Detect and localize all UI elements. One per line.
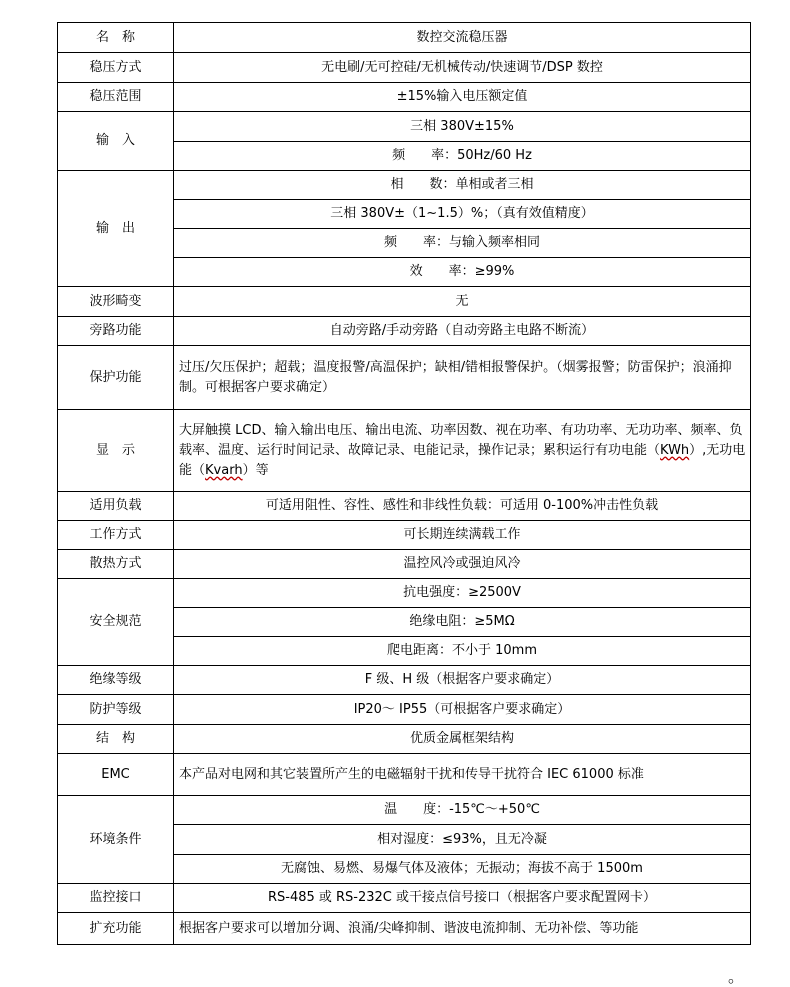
label-waveform-distortion: 波形畸变 [58,287,174,317]
label-regulation-method: 稳压方式 [58,53,174,83]
value-applicable-load: 可适用阻性、容性、感性和非线性负载：可适用 0-100%冲击性负载 [174,492,751,521]
value-output-phases: 相 数：单相或者三相 [174,171,751,200]
value-working-mode: 可长期连续满载工作 [174,521,751,550]
table-row [58,754,751,796]
label-protection-class: 防护等级 [58,695,174,725]
label-environment: 环境条件 [58,796,174,884]
table-row [58,666,751,695]
table-row [58,83,751,112]
label-structure: 结 构 [58,725,174,754]
label-emc: EMC [58,754,174,796]
table-row [58,23,751,53]
table-row [58,317,751,346]
value-display [174,410,751,492]
display-text-end: ）等 [242,462,269,478]
table-row [58,287,751,317]
value-protection-class: IP20～ IP55（可根据客户要求确定） [174,695,751,725]
table-row [58,112,751,142]
table-row [58,53,751,83]
table-row [58,725,751,754]
value-cooling: 温控风冷或强迫风冷 [174,550,751,579]
label-name: 名 称 [58,23,174,53]
label-input: 输 入 [58,112,174,171]
label-working-mode: 工作方式 [58,521,174,550]
label-cooling: 散热方式 [58,550,174,579]
table-row [58,521,751,550]
label-regulation-range: 稳压范围 [58,83,174,112]
value-temperature: 温 度：-15℃～+50℃ [174,796,751,825]
table-row [58,171,751,200]
value-name: 数控交流稳压器 [174,23,751,53]
value-insulation-resistance: 绝缘电阻：≥5MΩ [174,608,751,637]
display-text: 大屏触摸 LCD、输入输出电压、输出电流、功率因数、视在功率、有功功率、无功功率、频率、负载率、温度、运行时间记录、故障记录、电能记录，操作记录；累积运行有功电能（ [179,422,743,458]
display-text-mid: ）,无功电能（ [179,442,746,478]
label-safety: 安全规范 [58,579,174,666]
table-row [58,550,751,579]
table-row [58,346,751,410]
value-monitor-interface: RS-485 或 RS-232C 或干接点信号接口（根据客户要求配置网卡） [174,884,751,913]
label-output: 输 出 [58,171,174,287]
table-row [58,579,751,608]
value-dielectric-strength: 抗电强度：≥2500V [174,579,751,608]
value-input-voltage: 三相 380V±15% [174,112,751,142]
label-monitor-interface: 监控接口 [58,884,174,913]
table-row [58,492,751,521]
value-input-frequency: 频 率：50Hz/60 Hz [174,142,751,171]
label-protection: 保护功能 [58,346,174,410]
kvarh-unit: Kvarh [205,462,243,478]
value-regulation-method: 无电刷/无可控硅/无机械传动/快速调节/DSP 数控 [174,53,751,83]
value-waveform-distortion: 无 [174,287,751,317]
label-bypass: 旁路功能 [58,317,174,346]
value-output-voltage: 三相 380V±（1~1.5）%；（真有效值精度） [174,200,751,229]
label-extended-functions: 扩充功能 [58,913,174,945]
table-row [58,695,751,725]
value-protection: 过压/欠压保护；超载；温度报警/高温保护；缺相/错相报警保护。（烟雾报警；防雷保护；浪涌抑制。可根据客户要求确定） [174,346,751,410]
value-insulation-class: F 级、H 级（根据客户要求确定） [174,666,751,695]
value-emc: 本产品对电网和其它装置所产生的电磁辐射干扰和传导干扰符合 IEC 61000 标准 [174,754,751,796]
table-row [58,884,751,913]
trailing-mark: 。 [727,967,744,986]
value-bypass: 自动旁路/手动旁路（自动旁路主电路不断流） [174,317,751,346]
kwh-unit: KWh [660,442,690,458]
table-row [58,410,751,492]
value-creepage-distance: 爬电距离：不小于 10mm [174,637,751,666]
value-environment-other: 无腐蚀、易燃、易爆气体及液体；无振动；海拔不高于 1500m [174,855,751,884]
spec-table [57,22,751,945]
value-regulation-range: ±15%输入电压额定值 [174,83,751,112]
table-row [58,913,751,945]
value-output-efficiency: 效 率：≥99% [174,258,751,287]
label-applicable-load: 适用负载 [58,492,174,521]
value-humidity: 相对湿度：≤93%，且无冷凝 [174,825,751,855]
value-structure: 优质金属框架结构 [174,725,751,754]
value-output-frequency: 频 率：与输入频率相同 [174,229,751,258]
label-insulation-class: 绝缘等级 [58,666,174,695]
label-display: 显 示 [58,410,174,492]
table-row [58,796,751,825]
value-extended-functions: 根据客户要求可以增加分调、浪涌/尖峰抑制、谐波电流抑制、无功补偿、等功能 [174,913,751,945]
